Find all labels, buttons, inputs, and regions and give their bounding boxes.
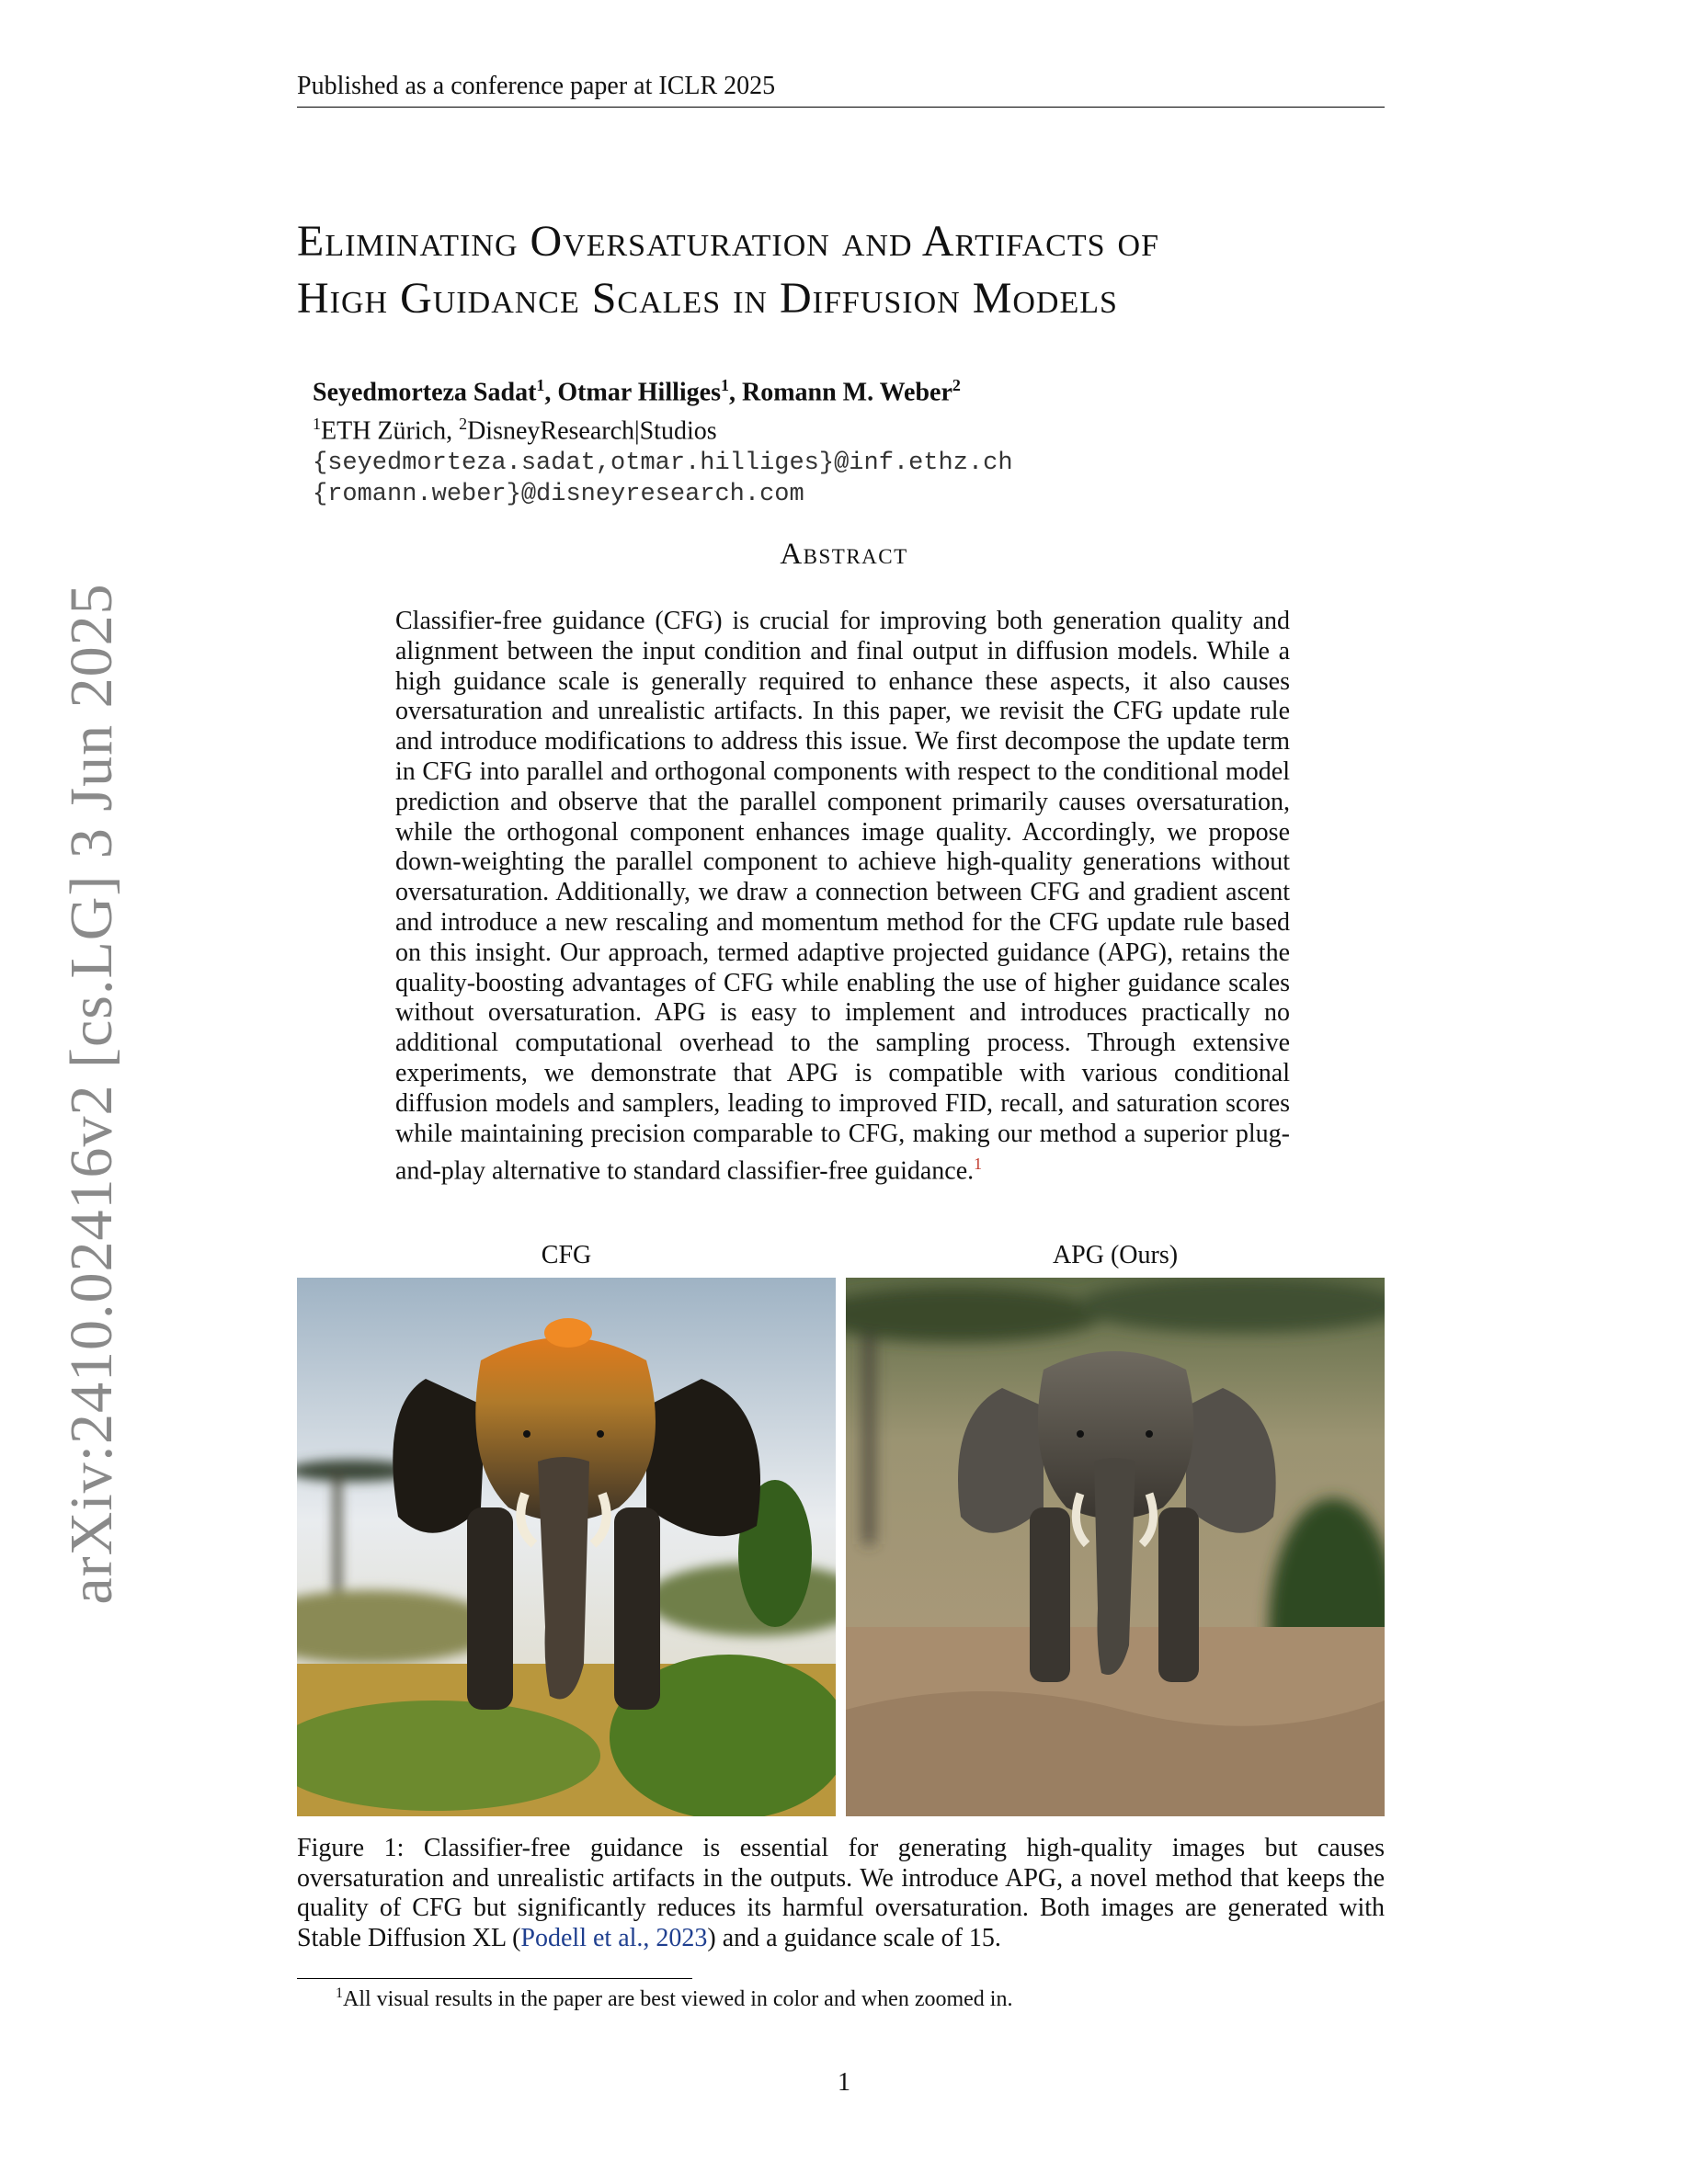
author-2-affil: 1 [720, 376, 729, 394]
figure-image-cfg [297, 1278, 836, 1816]
citation-link-podell[interactable]: Podell et al., 2023 [520, 1923, 708, 1952]
page-number: 1 [838, 2068, 850, 2097]
running-header: Published as a conference paper at ICLR 2025 [297, 72, 1385, 108]
abstract-text: Classifier-free guidance (CFG) is crucial for improving both generation quality and alignment between the input condition and final output in diffusion models. While a high guidance scale is generally required to enhance these aspects, it also causes oversaturation and unrealistic artifacts. In this paper, we revisit the CFG update rule and introduce modifications to address this issue. We first decompose the update term in CFG into parallel and orthogonal components with respect to the conditional model prediction and observe that the parallel component primarily causes oversaturation, while the orthogonal component enhances image quality. Accordingly, we propose down-weighting the parallel component to achieve high-quality generations without oversaturation. Additionally, we draw a connection between CFG and gradient ascent and introduce a new rescaling and momentum method for the CFG update rule based on this insight. Our approach, termed adaptive projected guidance (APG), retains the quality-boosting advantages of CFG while enabling the use of higher guidance scales without oversaturation. APG is easy to implement and introduces practically no additional computational overhead to the sampling process. Through extensive experiments, we demonstrate that APG is compatible with various conditional diffusion models and samplers, leading to improved FID, recall, and saturation scores while maintaining precision comparable to CFG, making our method a superior plug-and-play alternative to standard classifier-free guidance. [395, 607, 1290, 1186]
footnote-rule [297, 1978, 692, 1979]
author-block [313, 370, 1013, 510]
affil-1-mark: 1 [313, 415, 321, 434]
author-2: Otmar Hilliges [557, 378, 721, 407]
footnote-mark: 1 [336, 1985, 343, 2001]
email-line-2: {romann.weber}@disneyresearch.com [313, 480, 804, 508]
author-3-affil: 2 [952, 376, 961, 394]
affil-2: DisneyResearch|Studios [467, 416, 717, 446]
caption-text: Figure 1: Classifier-free guidance is essential for generating high-quality images but causes oversaturation and unrealistic artifacts in the outputs. We introduce APG, a novel method that keeps the quality of CFG but significantly reduces its harmful oversaturation. Both images are generated with Stable Diffusion XL ( [297, 1834, 1385, 1952]
title-line-2: High Guidance Scales in Diffusion Models [297, 274, 1118, 323]
author-1: Seyedmorteza Sadat [313, 378, 537, 407]
affil-1: ETH Zürich [321, 416, 447, 446]
abstract-heading: Abstract [780, 538, 908, 571]
elephant-cfg-illustration [297, 1278, 836, 1816]
arxiv-stamp: arXiv:2410.02416v2 [cs.LG] 3 Jun 2025 [58, 583, 125, 1605]
author-1-affil: 1 [536, 376, 545, 394]
abstract-body [395, 607, 1290, 1187]
paper-title [297, 213, 1400, 327]
author-names: Seyedmorteza Sadat$^1$, Otmar Hilliges$^1$, Romann M. Weber$^2$ [313, 376, 961, 407]
footnote [336, 1985, 1012, 2012]
figure-caption [297, 1834, 1385, 1953]
footnote-text: All visual results in the paper are best viewed in color and when zoomed in. [343, 1987, 1013, 2011]
caption-text-end: ) and a guidance scale of 15. [707, 1923, 1001, 1952]
title-line-1: Eliminating Oversaturation and Artifacts of [297, 217, 1160, 266]
author-3: Romann M. Weber [741, 378, 952, 407]
affiliations: $^1$ETH Zürich, $^2$DisneyResearch|Studios [313, 415, 717, 446]
email-line-1: {seyedmorteza.sadat,otmar.hilliges}@inf.ethz.ch [313, 449, 1013, 477]
figure-label-cfg: CFG [541, 1241, 592, 1269]
figure-image-apg [846, 1278, 1385, 1816]
figure-label-apg: APG (Ours) [1052, 1241, 1179, 1269]
affil-2-mark: 2 [459, 415, 468, 434]
abstract-footnote-link[interactable]: 1 [974, 1155, 983, 1174]
elephant-apg-illustration [846, 1278, 1385, 1816]
